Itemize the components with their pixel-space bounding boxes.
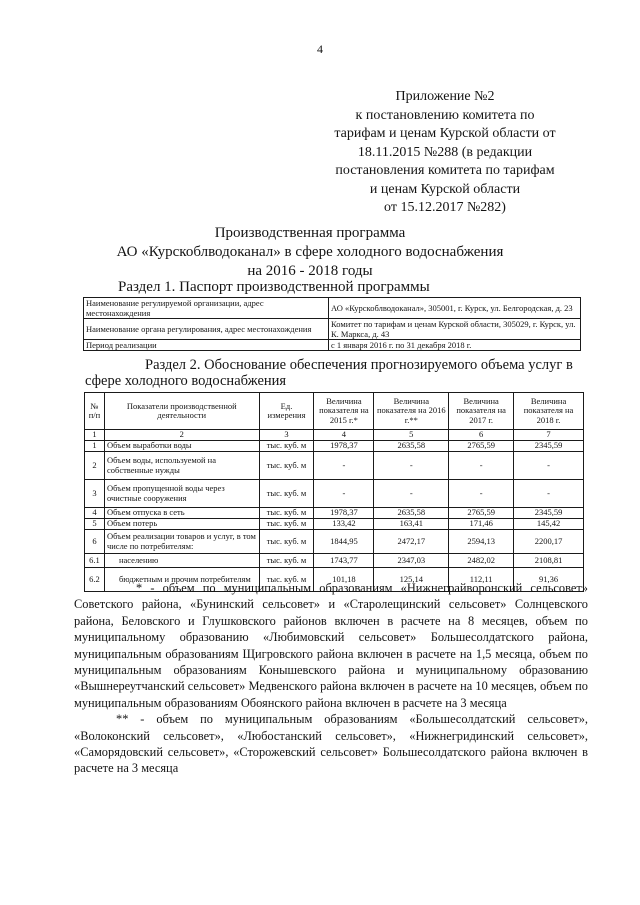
value-2016: 2347,03	[374, 554, 449, 568]
row-number: 4	[85, 508, 105, 519]
value-2015: 1978,37	[314, 441, 374, 452]
value-2017: 2765,59	[449, 508, 514, 519]
column-header: Величина показателя на 2015 г.*	[314, 393, 374, 430]
column-number: 4	[314, 430, 374, 441]
row-unit: тыс. куб. м	[259, 519, 314, 530]
appendix-line: от 15.12.2017 №282)	[384, 200, 506, 215]
row-name: Объем воды, используемой на собственные нужды	[104, 452, 259, 480]
row-unit: тыс. куб. м	[259, 554, 314, 568]
value-2016: 2635,58	[374, 441, 449, 452]
row-unit: тыс. куб. м	[259, 508, 314, 519]
passport-label: Наименование органа регулирования, адрес местонахождения	[84, 319, 329, 340]
table-row	[85, 519, 584, 530]
passport-label: Наименование регулируемой организации, адрес местонахождения	[84, 298, 329, 319]
row-number: 6.2	[85, 568, 105, 592]
section1-title: Раздел 1. Паспорт производственной программы	[118, 279, 430, 295]
value-2015: 1743,77	[314, 554, 374, 568]
value-2015: 101,18	[314, 568, 374, 592]
value-2018: 2108,81	[514, 554, 584, 568]
value-2018: -	[514, 452, 584, 480]
footnotes	[74, 580, 588, 777]
value-2017: 2765,59	[449, 441, 514, 452]
column-number: 5	[374, 430, 449, 441]
footnote: * - объем по муниципальным образованиям «Нижнеграйворонский сельсовет» Советского района, «Бунинский сельсовет» и «Старолещинский сельсовет» Солнцевского района, Беловского и Глушковского районов включен в расчете на 8 месяцев, объем по муниципальному образованию «Любимовский сельсовет» Большесолдатского района, муниципальным образованиям Щигровского района включен в расчете на 1,5 месяца, объем по муниципальным образованиям Конышевского района и муниципальному образованию «Вышнереутчанский сельсовет» Медвенского района включен в расчете на 10 месяцев, объем по муниципальным образованиям Обоянского района включен в расчете на 3 месяца	[74, 581, 588, 710]
value-2016: -	[374, 480, 449, 508]
value-2017: -	[449, 480, 514, 508]
value-2016: 125,14	[374, 568, 449, 592]
value-2016: 2635,58	[374, 508, 449, 519]
column-number: 3	[259, 430, 314, 441]
row-number: 5	[85, 519, 105, 530]
value-2017: 112,11	[449, 568, 514, 592]
value-2018: 2345,59	[514, 441, 584, 452]
value-2015: -	[314, 480, 374, 508]
row-unit: тыс. куб. м	[259, 480, 314, 508]
value-2018: -	[514, 480, 584, 508]
appendix-line: Приложение №2	[395, 89, 495, 104]
row-name: Объем потерь	[104, 519, 259, 530]
row-name: населению	[104, 554, 259, 568]
table-header-row	[85, 393, 584, 430]
value-2015: 1978,37	[314, 508, 374, 519]
table-row	[85, 508, 584, 519]
column-number: 7	[514, 430, 584, 441]
value-2016: 2472,17	[374, 530, 449, 554]
column-header: Ед. измерения	[259, 393, 314, 430]
column-header: Величина показателя на 2016 г.**	[374, 393, 449, 430]
row-unit: тыс. куб. м	[259, 452, 314, 480]
passport-value: АО «Курскоблводоканал», 305001, г. Курск, ул. Белгородская, д. 23	[329, 298, 581, 319]
value-2017: 2594,13	[449, 530, 514, 554]
value-2017: 171,46	[449, 519, 514, 530]
section2-title-line: Раздел 2. Обоснование обеспечения прогнозируемого объема услуг в	[145, 357, 573, 373]
row-name: Объем выработки воды	[104, 441, 259, 452]
row-unit: тыс. куб. м	[259, 441, 314, 452]
appendix-line: тарифам и ценам Курской области от	[334, 126, 556, 141]
table-row	[85, 441, 584, 452]
value-2018: 145,42	[514, 519, 584, 530]
column-header: Величина показателя на 2018 г.	[514, 393, 584, 430]
appendix-line: к постановлению комитета по	[355, 107, 535, 123]
row-name: Объем реализации товаров и услуг, в том числе по потребителям:	[104, 530, 259, 554]
value-2015: -	[314, 452, 374, 480]
appendix-line: постановления комитета по тарифам	[335, 163, 555, 178]
page-number: 4	[317, 42, 323, 56]
section2-title-line: сфере холодного водоснабжения	[85, 373, 287, 389]
row-name: Объем отпуска в сеть	[104, 508, 259, 519]
table-row	[85, 554, 584, 568]
value-2016: -	[374, 452, 449, 480]
program-title-line: на 2016 - 2018 годы	[247, 263, 373, 279]
row-number: 3	[85, 480, 105, 508]
column-header: Величина показателя на 2017 г.	[449, 393, 514, 430]
value-2018: 2200,17	[514, 530, 584, 554]
value-2016: 163,41	[374, 519, 449, 530]
passport-row	[84, 319, 581, 340]
appendix-line: 18.11.2015 №288 (в редакции	[357, 144, 533, 160]
row-number: 6.1	[85, 554, 105, 568]
column-header: № п/п	[85, 393, 105, 430]
row-number: 1	[85, 441, 105, 452]
value-2017: -	[449, 452, 514, 480]
value-2015: 1844,95	[314, 530, 374, 554]
program-title	[90, 224, 530, 281]
program-title-line: АО «Курскоблводоканал» в сфере холодного водоснабжения	[116, 244, 504, 260]
table-row	[85, 480, 584, 508]
column-number: 6	[449, 430, 514, 441]
production-table	[84, 392, 584, 592]
column-header: Показатели производственной деятельности	[104, 393, 259, 430]
program-title-line: Производственная программа	[214, 225, 406, 241]
row-number: 6	[85, 530, 105, 554]
row-number: 2	[85, 452, 105, 480]
passport-row	[84, 298, 581, 319]
footnote: ** - объем по муниципальным образованиям «Большесолдатский сельсовет», «Волоконский сельсовет», «Любостанский сельсовет», «Нижнегридинский сельсовет», «Саморядовский сельсовет», «Сторожевский сельсовет» Большесолдатского района включен в расчете на 3 месяца	[74, 712, 588, 776]
passport-value: с 1 января 2016 г. по 31 декабря 2018 г.	[329, 340, 581, 351]
row-unit: тыс. куб. м	[259, 530, 314, 554]
passport-row	[84, 340, 581, 351]
value-2017: 2482,02	[449, 554, 514, 568]
passport-label: Период реализации	[84, 340, 329, 351]
value-2018: 2345,59	[514, 508, 584, 519]
column-number: 2	[104, 430, 259, 441]
appendix-line: и ценам Курской области	[369, 181, 521, 197]
value-2015: 133,42	[314, 519, 374, 530]
passport-value: Комитет по тарифам и ценам Курской области, 305029, г. Курск, ул. К. Маркса, д. 43	[329, 319, 581, 340]
column-number-row	[85, 430, 584, 441]
appendix-header	[300, 88, 590, 218]
row-name: Объем пропущенной воды через очистные сооружения	[104, 480, 259, 508]
table-row	[85, 530, 584, 554]
passport-table	[83, 297, 581, 351]
value-2018: 91,36	[514, 568, 584, 592]
row-name: бюджетным и прочим потребителям	[104, 568, 259, 592]
section2-title	[85, 357, 585, 389]
column-number: 1	[85, 430, 105, 441]
row-unit: тыс. куб. м	[259, 568, 314, 592]
table-row	[85, 452, 584, 480]
